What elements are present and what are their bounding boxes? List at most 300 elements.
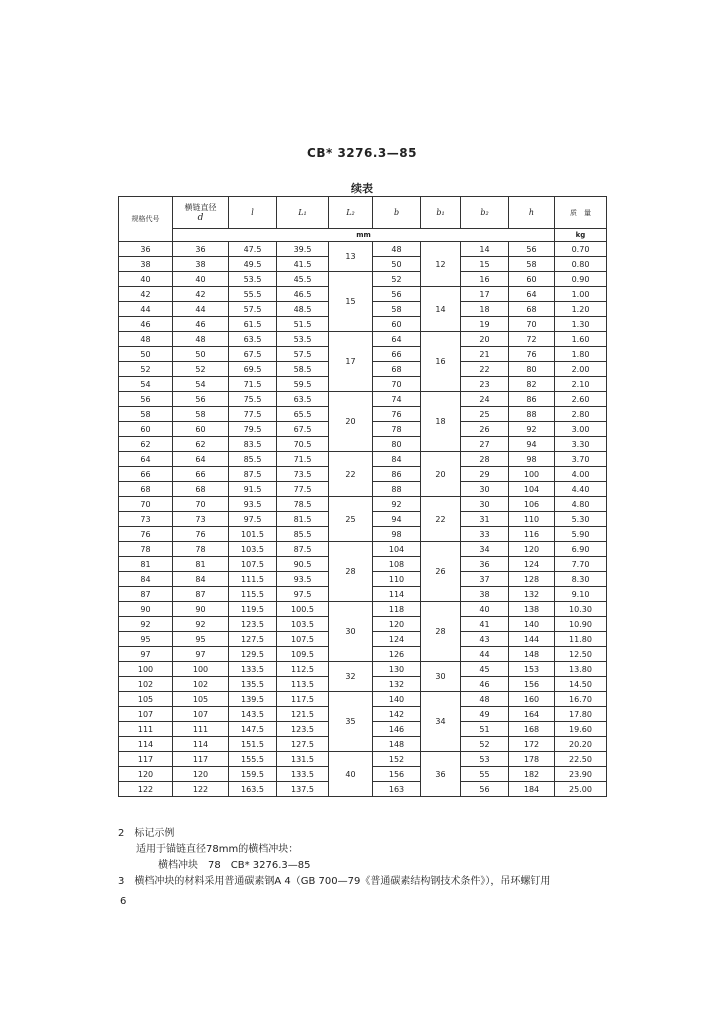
cell-h: 120 [509, 542, 555, 557]
cell-l: 71.5 [229, 377, 277, 392]
col-header-spec-code: 规格代号 [119, 197, 173, 242]
cell-mass: 2.10 [555, 377, 607, 392]
cell-b: 66 [373, 347, 421, 362]
cell-L2: 20 [329, 392, 373, 452]
cell-b: 80 [373, 437, 421, 452]
cell-L1: 67.5 [277, 422, 329, 437]
cell-l: 115.5 [229, 587, 277, 602]
table-row [119, 332, 607, 347]
cell-d: 122 [173, 782, 229, 797]
cell-b2: 23 [461, 377, 509, 392]
dimension-table [118, 196, 607, 797]
cell-spec-code: 78 [119, 542, 173, 557]
cell-d: 52 [173, 362, 229, 377]
cell-L1: 73.5 [277, 467, 329, 482]
cell-mass: 0.70 [555, 242, 607, 257]
cell-L1: 90.5 [277, 557, 329, 572]
cell-h: 156 [509, 677, 555, 692]
cell-h: 153 [509, 662, 555, 677]
cell-L1: 59.5 [277, 377, 329, 392]
cell-h: 76 [509, 347, 555, 362]
cell-h: 132 [509, 587, 555, 602]
cell-mass: 6.90 [555, 542, 607, 557]
cell-d: 117 [173, 752, 229, 767]
cell-b2: 56 [461, 782, 509, 797]
cell-b2: 43 [461, 632, 509, 647]
cell-spec-code: 95 [119, 632, 173, 647]
cell-b1: 22 [421, 497, 461, 542]
cell-spec-code: 92 [119, 617, 173, 632]
cell-b2: 48 [461, 692, 509, 707]
cell-h: 70 [509, 317, 555, 332]
cell-mass: 5.30 [555, 512, 607, 527]
cell-spec-code: 68 [119, 482, 173, 497]
cell-spec-code: 111 [119, 722, 173, 737]
cell-h: 116 [509, 527, 555, 542]
cell-mass: 1.30 [555, 317, 607, 332]
cell-mass: 13.80 [555, 662, 607, 677]
cell-mass: 2.60 [555, 392, 607, 407]
cell-h: 164 [509, 707, 555, 722]
cell-spec-code: 46 [119, 317, 173, 332]
cell-b1: 20 [421, 452, 461, 497]
cell-L1: 45.5 [277, 272, 329, 287]
cell-h: 172 [509, 737, 555, 752]
cell-l: 63.5 [229, 332, 277, 347]
col-header-mass: 质 量 [555, 197, 607, 229]
cell-spec-code: 70 [119, 497, 173, 512]
cell-l: 119.5 [229, 602, 277, 617]
cell-spec-code: 38 [119, 257, 173, 272]
cell-d: 87 [173, 587, 229, 602]
cell-h: 104 [509, 482, 555, 497]
cell-L1: 39.5 [277, 242, 329, 257]
cell-h: 140 [509, 617, 555, 632]
cell-h: 56 [509, 242, 555, 257]
cell-b: 132 [373, 677, 421, 692]
col-header-b1: b₁ [421, 197, 461, 229]
cell-b: 98 [373, 527, 421, 542]
cell-h: 80 [509, 362, 555, 377]
table-row [119, 752, 607, 767]
cell-b: 76 [373, 407, 421, 422]
cell-b2: 22 [461, 362, 509, 377]
cell-L2: 40 [329, 752, 373, 797]
table-row [119, 242, 607, 257]
cell-b2: 17 [461, 287, 509, 302]
cell-b: 86 [373, 467, 421, 482]
cell-b: 130 [373, 662, 421, 677]
cell-b2: 16 [461, 272, 509, 287]
cell-b: 140 [373, 692, 421, 707]
cell-mass: 1.80 [555, 347, 607, 362]
cell-b2: 30 [461, 482, 509, 497]
cell-d: 97 [173, 647, 229, 662]
cell-l: 155.5 [229, 752, 277, 767]
cell-b: 88 [373, 482, 421, 497]
cell-h: 94 [509, 437, 555, 452]
cell-L1: 57.5 [277, 347, 329, 362]
cell-b1: 14 [421, 287, 461, 332]
cell-L2: 28 [329, 542, 373, 602]
cell-mass: 3.00 [555, 422, 607, 437]
cell-mass: 2.80 [555, 407, 607, 422]
col-header-b: b [373, 197, 421, 229]
cell-b: 120 [373, 617, 421, 632]
cell-b: 52 [373, 272, 421, 287]
cell-l: 55.5 [229, 287, 277, 302]
cell-b2: 51 [461, 722, 509, 737]
cell-spec-code: 102 [119, 677, 173, 692]
cell-L2: 15 [329, 272, 373, 332]
cell-L1: 63.5 [277, 392, 329, 407]
cell-h: 86 [509, 392, 555, 407]
cell-L1: 137.5 [277, 782, 329, 797]
cell-d: 73 [173, 512, 229, 527]
cell-b2: 37 [461, 572, 509, 587]
cell-mass: 4.80 [555, 497, 607, 512]
table-row [119, 392, 607, 407]
cell-d: 70 [173, 497, 229, 512]
cell-spec-code: 60 [119, 422, 173, 437]
cell-mass: 5.90 [555, 527, 607, 542]
page-number: 6 [120, 896, 127, 907]
cell-b2: 41 [461, 617, 509, 632]
cell-h: 72 [509, 332, 555, 347]
cell-d: 76 [173, 527, 229, 542]
cell-b: 70 [373, 377, 421, 392]
cell-spec-code: 52 [119, 362, 173, 377]
cell-h: 144 [509, 632, 555, 647]
cell-mass: 14.50 [555, 677, 607, 692]
cell-spec-code: 42 [119, 287, 173, 302]
cell-L1: 51.5 [277, 317, 329, 332]
cell-l: 47.5 [229, 242, 277, 257]
cell-d: 114 [173, 737, 229, 752]
cell-d: 36 [173, 242, 229, 257]
cell-b1: 26 [421, 542, 461, 602]
cell-d: 58 [173, 407, 229, 422]
cell-b2: 29 [461, 467, 509, 482]
cell-mass: 10.90 [555, 617, 607, 632]
cell-h: 138 [509, 602, 555, 617]
cell-L2: 30 [329, 602, 373, 662]
note-2-marking-example: 横档冲块 78 CB* 3276.3—85 [158, 860, 311, 871]
cell-l: 79.5 [229, 422, 277, 437]
cell-l: 85.5 [229, 452, 277, 467]
cell-h: 60 [509, 272, 555, 287]
cell-b: 56 [373, 287, 421, 302]
cell-spec-code: 64 [119, 452, 173, 467]
cell-b2: 44 [461, 647, 509, 662]
cell-L1: 46.5 [277, 287, 329, 302]
cell-spec-code: 54 [119, 377, 173, 392]
cell-b2: 33 [461, 527, 509, 542]
col-header-d-label: 横链直径 [184, 202, 217, 212]
cell-h: 68 [509, 302, 555, 317]
cell-h: 98 [509, 452, 555, 467]
cell-b1: 28 [421, 602, 461, 662]
cell-b2: 34 [461, 542, 509, 557]
cell-b: 108 [373, 557, 421, 572]
table-continued-label: 续表 [351, 182, 373, 195]
cell-L2: 35 [329, 692, 373, 752]
cell-b1: 36 [421, 752, 461, 797]
cell-b: 126 [373, 647, 421, 662]
cell-b1: 34 [421, 692, 461, 752]
cell-mass: 16.70 [555, 692, 607, 707]
cell-b: 74 [373, 392, 421, 407]
cell-mass: 17.80 [555, 707, 607, 722]
cell-h: 124 [509, 557, 555, 572]
cell-mass: 1.60 [555, 332, 607, 347]
cell-spec-code: 84 [119, 572, 173, 587]
cell-L1: 71.5 [277, 452, 329, 467]
table-row [119, 602, 607, 617]
cell-l: 97.5 [229, 512, 277, 527]
cell-mass: 10.30 [555, 602, 607, 617]
cell-mass: 3.30 [555, 437, 607, 452]
cell-spec-code: 73 [119, 512, 173, 527]
cell-b: 48 [373, 242, 421, 257]
cell-l: 147.5 [229, 722, 277, 737]
cell-h: 178 [509, 752, 555, 767]
cell-L1: 113.5 [277, 677, 329, 692]
cell-l: 75.5 [229, 392, 277, 407]
cell-l: 67.5 [229, 347, 277, 362]
cell-h: 128 [509, 572, 555, 587]
cell-L1: 97.5 [277, 587, 329, 602]
cell-spec-code: 40 [119, 272, 173, 287]
cell-mass: 20.20 [555, 737, 607, 752]
cell-b: 78 [373, 422, 421, 437]
cell-b1: 12 [421, 242, 461, 287]
cell-b2: 28 [461, 452, 509, 467]
cell-h: 182 [509, 767, 555, 782]
cell-d: 42 [173, 287, 229, 302]
table-row [119, 452, 607, 467]
cell-l: 53.5 [229, 272, 277, 287]
col-header-h: h [509, 197, 555, 229]
cell-b1: 30 [421, 662, 461, 692]
cell-b2: 52 [461, 737, 509, 752]
cell-d: 92 [173, 617, 229, 632]
cell-mass: 3.70 [555, 452, 607, 467]
cell-l: 91.5 [229, 482, 277, 497]
standard-number: CB* 3276.3—85 [307, 146, 417, 160]
cell-l: 135.5 [229, 677, 277, 692]
cell-spec-code: 122 [119, 782, 173, 797]
cell-b2: 26 [461, 422, 509, 437]
cell-spec-code: 105 [119, 692, 173, 707]
cell-spec-code: 62 [119, 437, 173, 452]
cell-d: 90 [173, 602, 229, 617]
cell-b: 58 [373, 302, 421, 317]
cell-b2: 31 [461, 512, 509, 527]
cell-spec-code: 48 [119, 332, 173, 347]
cell-L1: 100.5 [277, 602, 329, 617]
note-2-title: 2 标记示例 [118, 828, 175, 839]
cell-b: 68 [373, 362, 421, 377]
cell-spec-code: 114 [119, 737, 173, 752]
cell-d: 102 [173, 677, 229, 692]
cell-b2: 40 [461, 602, 509, 617]
cell-L1: 77.5 [277, 482, 329, 497]
cell-b: 124 [373, 632, 421, 647]
cell-b: 118 [373, 602, 421, 617]
cell-b: 146 [373, 722, 421, 737]
col-header-d-symbol: d [197, 212, 204, 223]
cell-l: 163.5 [229, 782, 277, 797]
cell-l: 93.5 [229, 497, 277, 512]
cell-l: 123.5 [229, 617, 277, 632]
cell-spec-code: 97 [119, 647, 173, 662]
cell-L1: 131.5 [277, 752, 329, 767]
cell-mass: 7.70 [555, 557, 607, 572]
cell-L1: 65.5 [277, 407, 329, 422]
cell-mass: 4.00 [555, 467, 607, 482]
cell-L1: 85.5 [277, 527, 329, 542]
cell-b2: 18 [461, 302, 509, 317]
cell-L2: 22 [329, 452, 373, 497]
cell-l: 61.5 [229, 317, 277, 332]
cell-spec-code: 66 [119, 467, 173, 482]
cell-L1: 123.5 [277, 722, 329, 737]
cell-d: 46 [173, 317, 229, 332]
cell-L1: 117.5 [277, 692, 329, 707]
cell-L1: 41.5 [277, 257, 329, 272]
note-2-line-1: 适用于锚链直径78mm的横档冲块： [136, 844, 299, 855]
cell-l: 83.5 [229, 437, 277, 452]
col-header-d [173, 197, 229, 229]
cell-spec-code: 87 [119, 587, 173, 602]
cell-mass: 8.30 [555, 572, 607, 587]
cell-b: 50 [373, 257, 421, 272]
cell-spec-code: 107 [119, 707, 173, 722]
cell-d: 84 [173, 572, 229, 587]
cell-d: 44 [173, 302, 229, 317]
cell-b1: 16 [421, 332, 461, 392]
cell-spec-code: 44 [119, 302, 173, 317]
cell-h: 110 [509, 512, 555, 527]
cell-d: 66 [173, 467, 229, 482]
cell-b: 163 [373, 782, 421, 797]
cell-b: 142 [373, 707, 421, 722]
col-header-L2: L₂ [329, 197, 373, 229]
cell-L2: 17 [329, 332, 373, 392]
cell-d: 81 [173, 557, 229, 572]
cell-d: 56 [173, 392, 229, 407]
cell-spec-code: 56 [119, 392, 173, 407]
cell-l: 69.5 [229, 362, 277, 377]
cell-l: 87.5 [229, 467, 277, 482]
cell-b: 60 [373, 317, 421, 332]
table-row [119, 497, 607, 512]
cell-d: 105 [173, 692, 229, 707]
cell-l: 101.5 [229, 527, 277, 542]
cell-mass: 9.10 [555, 587, 607, 602]
cell-L1: 87.5 [277, 542, 329, 557]
cell-l: 103.5 [229, 542, 277, 557]
unit-kg: kg [555, 229, 607, 242]
cell-b: 156 [373, 767, 421, 782]
cell-l: 129.5 [229, 647, 277, 662]
cell-b: 92 [373, 497, 421, 512]
cell-d: 68 [173, 482, 229, 497]
cell-b2: 30 [461, 497, 509, 512]
cell-b: 84 [373, 452, 421, 467]
cell-b: 114 [373, 587, 421, 602]
cell-spec-code: 76 [119, 527, 173, 542]
table-row [119, 692, 607, 707]
cell-b: 104 [373, 542, 421, 557]
cell-b2: 25 [461, 407, 509, 422]
unit-mm: mm [173, 229, 555, 242]
cell-L1: 133.5 [277, 767, 329, 782]
col-header-b2: b₂ [461, 197, 509, 229]
cell-b: 148 [373, 737, 421, 752]
cell-L1: 58.5 [277, 362, 329, 377]
cell-spec-code: 90 [119, 602, 173, 617]
cell-b: 110 [373, 572, 421, 587]
cell-mass: 0.80 [555, 257, 607, 272]
cell-b2: 21 [461, 347, 509, 362]
cell-mass: 19.60 [555, 722, 607, 737]
cell-h: 88 [509, 407, 555, 422]
cell-h: 148 [509, 647, 555, 662]
cell-b2: 24 [461, 392, 509, 407]
cell-mass: 23.90 [555, 767, 607, 782]
cell-l: 111.5 [229, 572, 277, 587]
cell-b2: 49 [461, 707, 509, 722]
cell-d: 78 [173, 542, 229, 557]
cell-l: 127.5 [229, 632, 277, 647]
cell-d: 40 [173, 272, 229, 287]
cell-spec-code: 100 [119, 662, 173, 677]
cell-l: 143.5 [229, 707, 277, 722]
cell-mass: 12.50 [555, 647, 607, 662]
cell-d: 107 [173, 707, 229, 722]
cell-mass: 1.20 [555, 302, 607, 317]
col-header-l: l [229, 197, 277, 229]
table-row [119, 272, 607, 287]
cell-L1: 48.5 [277, 302, 329, 317]
note-3: 3 横档冲块的材料采用普通碳素钢A 4（GB 700—79《普通碳素结构钢技术条件》），吊环螺钉用 [118, 876, 551, 887]
cell-mass: 22.50 [555, 752, 607, 767]
cell-b2: 45 [461, 662, 509, 677]
cell-d: 60 [173, 422, 229, 437]
cell-l: 49.5 [229, 257, 277, 272]
cell-L2: 32 [329, 662, 373, 692]
cell-L1: 127.5 [277, 737, 329, 752]
cell-L1: 53.5 [277, 332, 329, 347]
cell-h: 92 [509, 422, 555, 437]
col-header-L1: L₁ [277, 197, 329, 229]
cell-b2: 15 [461, 257, 509, 272]
cell-mass: 2.00 [555, 362, 607, 377]
cell-L1: 109.5 [277, 647, 329, 662]
cell-b2: 19 [461, 317, 509, 332]
cell-b2: 20 [461, 332, 509, 347]
cell-h: 82 [509, 377, 555, 392]
cell-spec-code: 81 [119, 557, 173, 572]
cell-b2: 14 [461, 242, 509, 257]
cell-L1: 81.5 [277, 512, 329, 527]
cell-b2: 38 [461, 587, 509, 602]
cell-L1: 93.5 [277, 572, 329, 587]
table-row [119, 662, 607, 677]
cell-spec-code: 50 [119, 347, 173, 362]
